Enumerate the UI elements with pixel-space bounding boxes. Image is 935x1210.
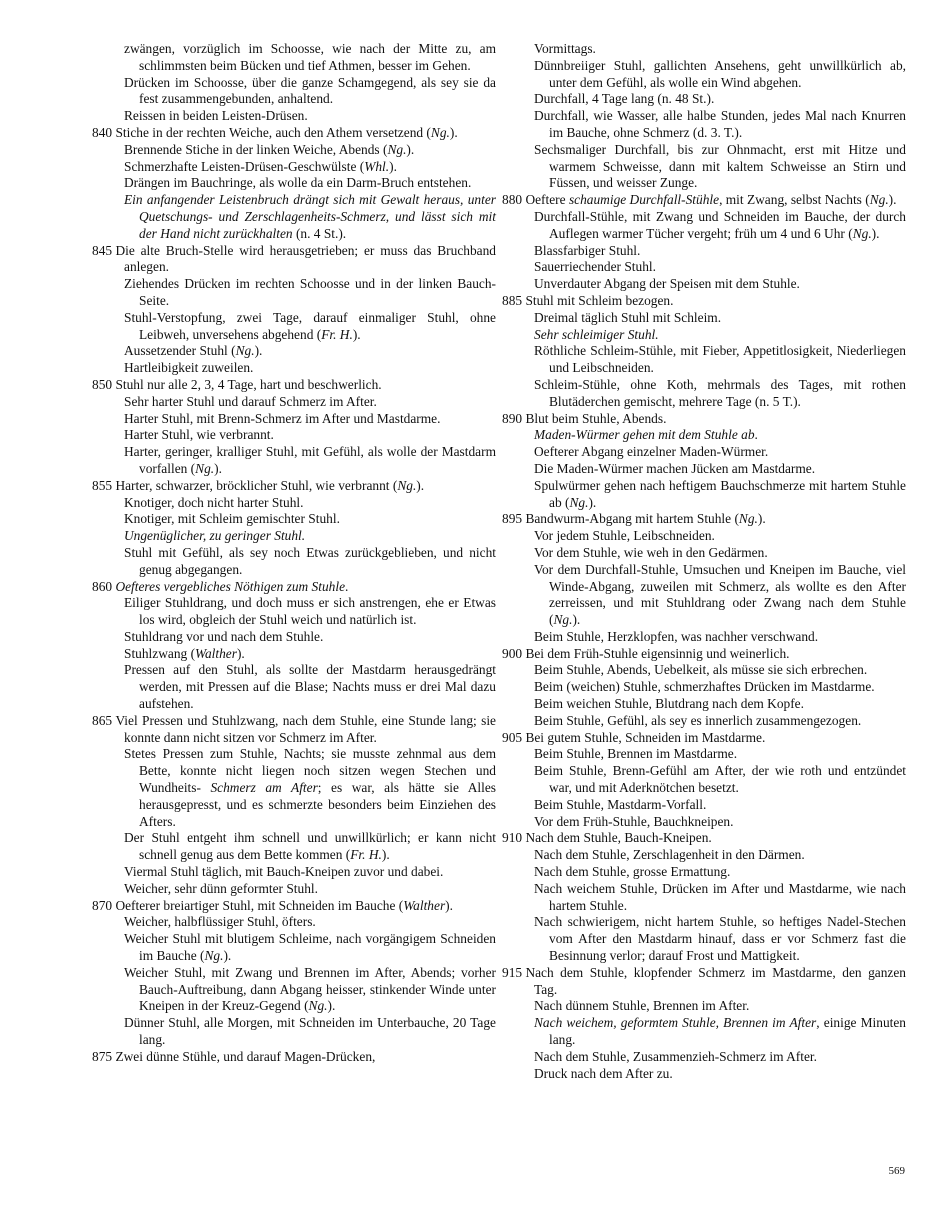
entry-text: Vormittags. xyxy=(534,41,596,56)
entry-text-italic: Ng. xyxy=(869,192,889,208)
symptom-entry xyxy=(518,327,906,344)
symptom-entry xyxy=(518,562,906,629)
entry-text-italic: Ng. xyxy=(553,612,573,628)
symptom-entry xyxy=(518,41,906,58)
symptom-entry xyxy=(108,360,496,377)
entry-text: ). xyxy=(449,124,458,140)
entry-text: Aussetzender Stuhl ( xyxy=(124,343,236,359)
entry-text: ). xyxy=(871,225,880,241)
entry-text: Weicher Stuhl mit blutigem Schleime, nach vorgängigem Schneiden im Bauche ( xyxy=(124,931,496,964)
entry-text: Druck nach dem After zu. xyxy=(534,1065,673,1081)
entry-text: Nach weichem Stuhle, Drücken im After und Mastdarme, wie nach hartem Stuhle. xyxy=(534,880,906,913)
entry-text: Dreimal täglich Stuhl mit Schleim. xyxy=(534,309,722,325)
symptom-entry xyxy=(518,814,906,831)
entry-number: 890 xyxy=(502,410,526,426)
symptom-entry xyxy=(108,175,496,192)
entry-text-italic: Ng. xyxy=(195,460,215,476)
symptom-entry xyxy=(92,578,496,596)
entry-text: Bandwurm-Abgang mit hartem Stuhle ( xyxy=(525,511,739,527)
right-column xyxy=(502,41,906,1082)
entry-text-italic: Fr. H. xyxy=(321,326,353,342)
entry-text: Weicher, sehr dünn geformter Stuhl. xyxy=(124,880,318,896)
entry-text: Spulwürmer gehen nach heftigem Bauchschmerze mit hartem Stuhle ab ( xyxy=(534,477,906,510)
entry-number: 910 xyxy=(502,830,526,846)
entry-text: Nach schwierigem, nicht hartem Stuhle, so heftiges Nadel-Stechen vom After den Mastdarm hinauf, dass er vor Schmerz fast die Besinnung verlor; darauf Frost und Mattigkeit. xyxy=(534,914,906,964)
entry-text: Durchfall-Stühle, mit Zwang und Schneiden im Bauche, der durch Auflegen warmer Tücher vergeht; früh um 4 und 6 Uhr ( xyxy=(534,208,906,241)
entry-text: Drücken im Schoosse, über die ganze Schamgegend, als sey sie da fest zusammengebunden, anhaltend. xyxy=(124,74,496,107)
entry-text: (n. 4 St.). xyxy=(292,225,347,241)
entry-text: Durchfall, 4 Tage lang (n. 48 St.). xyxy=(534,91,715,107)
entry-text: Pressen auf den Stuhl, als sollte der Mastdarm herausgedrängt werden, mit Pressen auf die Blase; Nachts muss er drei Mal dazu aufstehen. xyxy=(124,662,496,712)
entry-text-italic: Ng. xyxy=(569,494,589,510)
entry-text-italic: Schmerz am After xyxy=(210,780,318,796)
entry-text: Drängen im Bauchringe, als wolle da ein Darm-Bruch entstehen. xyxy=(124,175,472,191)
symptom-entry xyxy=(108,662,496,712)
entry-text: Viel Pressen und Stuhlzwang, nach dem Stuhle, eine Stunde lang; sie konnte dann nicht sitzen vor Schmerz im After. xyxy=(115,712,496,745)
entry-text: Stuhl mit Gefühl, als sey noch Etwas zurückgeblieben, und nicht genug abgegangen. xyxy=(124,544,496,577)
entry-number: 895 xyxy=(502,511,526,527)
entry-text: , einige Minuten lang. xyxy=(549,1015,906,1048)
symptom-entry xyxy=(108,394,496,411)
symptom-entry xyxy=(518,881,906,915)
entry-text: Beim Stuhle, Mastdarm-Vorfall. xyxy=(534,796,707,812)
symptom-entry xyxy=(518,108,906,142)
entry-text: ). xyxy=(757,511,766,527)
symptom-entry xyxy=(502,830,906,847)
symptom-entry xyxy=(518,629,906,646)
symptom-entry xyxy=(502,729,906,747)
symptom-entry xyxy=(518,914,906,964)
entry-text: Nach dem Stuhle, klopfender Schmerz im Mastdarme, den ganzen Tag. xyxy=(525,964,906,997)
entry-text: Hartleibigkeit zuweilen. xyxy=(124,360,254,376)
symptom-entry xyxy=(108,629,496,646)
entry-text: Beim (weichen) Stuhle, schmerzhaftes Drücken im Mastdarme. xyxy=(534,679,875,695)
entry-text: Ziehendes Drücken im rechten Schoosse und in der linken Bauch-Seite. xyxy=(124,276,496,308)
symptom-entry xyxy=(518,444,906,461)
symptom-entry xyxy=(108,864,496,881)
symptom-entry xyxy=(502,645,906,663)
entry-text: ). xyxy=(254,343,263,359)
entry-text: Unverdauter Abgang der Speisen mit dem Stuhle. xyxy=(534,276,800,292)
entry-text: Stiche in der rechten Weiche, auch den Athem versetzend ( xyxy=(115,124,431,140)
entry-text: Bei gutem Stuhle, Schneiden im Mastdarme. xyxy=(525,729,766,745)
entry-text: Beim Stuhle, Brennen im Mastdarme. xyxy=(534,746,738,762)
symptom-entry xyxy=(518,713,906,730)
symptom-entry xyxy=(518,276,906,293)
symptom-entry xyxy=(518,998,906,1015)
symptom-entry xyxy=(518,461,906,478)
symptom-entry xyxy=(518,243,906,260)
entry-text-italic: Ng. xyxy=(204,948,224,964)
symptom-entry xyxy=(108,931,496,965)
symptom-entry xyxy=(108,646,496,663)
entry-number: 855 xyxy=(92,477,116,493)
entry-text: Reissen in beiden Leisten-Drüsen. xyxy=(124,108,308,124)
symptom-entry xyxy=(92,897,496,915)
entry-number: 865 xyxy=(92,712,116,728)
entry-text: ). xyxy=(352,326,361,342)
entry-text: Schleim-Stühle, ohne Koth, mehrmals des Tages, mit rothen Blutäderchen gemischt, mehrere Tage (n. 5 T.). xyxy=(534,376,906,409)
entry-text: Die Maden-Würmer machen Jücken am Mastdarme. xyxy=(534,460,816,476)
symptom-entry xyxy=(108,159,496,176)
entry-text: ). xyxy=(389,158,397,174)
entry-text-italic: Ng. xyxy=(235,343,255,359)
symptom-entry xyxy=(518,377,906,411)
entry-text: Blut beim Stuhle, Abends. xyxy=(525,410,667,426)
entry-text: Dünnbreiiger Stuhl, gallichten Ansehens, geht unwillkürlich ab, unter dem Gefühl, als wolle ein Wind abgehen. xyxy=(534,57,906,90)
entry-text: Oeftere xyxy=(525,192,569,208)
entry-text: Stuhlzwang ( xyxy=(124,645,196,661)
entry-text-italic: Ng. xyxy=(308,998,328,1014)
entry-text-italic: Ng. xyxy=(397,477,417,493)
symptom-entry xyxy=(518,847,906,864)
entry-text: ). xyxy=(406,141,415,157)
symptom-entry xyxy=(108,108,496,125)
entry-number: 840 xyxy=(92,124,116,140)
entry-text-italic: Maden-Würmer gehen mit dem Stuhle ab xyxy=(534,427,755,443)
entry-text: Stuhl nur alle 2, 3, 4 Tage, hart und beschwerlich. xyxy=(115,376,382,392)
entry-text: Nach dem Stuhle, Bauch-Kneipen. xyxy=(525,830,712,846)
entry-text: Harter, geringer, kralliger Stuhl, mit Gefühl, als wolle der Mastdarm vorfallen ( xyxy=(124,444,496,476)
symptom-entry xyxy=(502,192,906,209)
entry-text: Vor dem Durchfall-Stuhle, Umsuchen und Kneipen im Bauche, viel Winde-Abgang, zuweilen mit Schmerz, als wollte es den After zerreissen, und mit Stuhldrang oder Zwang nach dem Stuhle ( xyxy=(534,561,906,628)
symptom-entry xyxy=(108,914,496,931)
entry-text: Dünner Stuhl, alle Morgen, mit Schneiden im Unterbauche, 20 Tage lang. xyxy=(124,1015,496,1048)
entry-text: ). xyxy=(381,847,390,863)
entry-text: Knotiger, mit Schleim gemischter Stuhl. xyxy=(124,511,340,527)
entry-number: 875 xyxy=(92,1048,116,1064)
entry-number: 885 xyxy=(502,292,526,308)
entry-number: 850 xyxy=(92,376,116,392)
symptom-entry xyxy=(518,58,906,92)
entry-text: Schmerzhafte Leisten-Drüsen-Geschwülste ( xyxy=(124,158,365,174)
symptom-entry xyxy=(92,124,496,142)
symptom-entry xyxy=(518,343,906,377)
symptom-entry xyxy=(108,881,496,898)
entry-text: Zwei dünne Stühle, und darauf Magen-Drücken, xyxy=(115,1048,376,1064)
entry-number: 880 xyxy=(502,192,526,208)
entry-text: Viermal Stuhl täglich, mit Bauch-Kneipen zuvor und dabei. xyxy=(124,864,444,880)
symptom-entry xyxy=(108,444,496,478)
entry-text: ). xyxy=(445,897,453,913)
entry-text: Harter, schwarzer, bröcklicher Stuhl, wie verbrannt ( xyxy=(115,477,398,493)
symptom-entry xyxy=(518,91,906,108)
entry-text: Weicher, halbflüssiger Stuhl, öfters. xyxy=(124,914,316,930)
symptom-entry xyxy=(518,545,906,562)
symptom-entry xyxy=(92,712,496,747)
symptom-entry xyxy=(108,511,496,528)
symptom-entry xyxy=(502,292,906,310)
entry-text: ). xyxy=(223,948,232,964)
entry-text: Stetes Pressen zum Stuhle, Nachts; sie musste zehnmal aus dem Bette, konnte nicht liegen noch sitzen wegen Stechen und Wundheits- xyxy=(124,746,496,796)
entry-text-italic: Oefteres vergebliches Nöthigen zum Stuhle xyxy=(115,578,346,594)
entry-text: Harter Stuhl, wie verbrannt. xyxy=(124,427,274,443)
entry-text: zwängen, vorzüglich im Schoosse, wie nach der Mitte zu, am schlimmsten beim Bücken und tief Athmen, besser im Gehen. xyxy=(124,41,496,73)
symptom-entry xyxy=(518,478,906,512)
symptom-entry xyxy=(518,746,906,763)
entry-text: Beim weichen Stuhle, Blutdrang nach dem Kopfe. xyxy=(534,696,804,712)
entry-text: Harter Stuhl, mit Brenn-Schmerz im After und Mastdarme. xyxy=(124,410,441,426)
symptom-entry xyxy=(108,343,496,360)
symptom-entry xyxy=(108,192,496,242)
entry-text: ). xyxy=(572,612,581,628)
entry-text: Die alte Bruch-Stelle wird herausgetrieben; er muss das Bruchband anlegen. xyxy=(115,242,496,275)
entry-text: Sehr harter Stuhl und darauf Schmerz im After. xyxy=(124,393,377,409)
symptom-entry xyxy=(108,142,496,159)
entry-text: , mit Zwang, selbst Nachts ( xyxy=(719,192,870,208)
symptom-entry xyxy=(108,495,496,512)
entry-number: 870 xyxy=(92,897,116,913)
entry-text-italic: Ungenüglicher, zu geringer Stuhl. xyxy=(124,528,306,544)
symptom-entry xyxy=(518,662,906,679)
entry-text-italic: Ng. xyxy=(430,124,450,140)
entry-text: Stuhl-Verstopfung, zwei Tage, darauf einmaliger Stuhl, ohne Leibweh, unversehens abgehend ( xyxy=(124,309,496,342)
entry-text: Stuhldrang vor und nach dem Stuhle. xyxy=(124,628,324,644)
entry-text: Eiliger Stuhldrang, und doch muss er sich anstrengen, ehe er Etwas los wird, obgleich der Stuhl weich und natürlich ist. xyxy=(124,595,496,628)
entry-number: 905 xyxy=(502,729,526,745)
symptom-entry xyxy=(518,1049,906,1066)
symptom-entry xyxy=(92,477,496,495)
entry-text: Vor dem Früh-Stuhle, Bauchkneipen. xyxy=(534,813,734,829)
entry-text: Beim Stuhle, Brenn-Gefühl am After, der wie roth und entzündet war, und mit Aderknötchen besetzt. xyxy=(534,763,906,796)
entry-text: Nach dem Stuhle, Zusammenzieh-Schmerz im After. xyxy=(534,1048,817,1064)
symptom-entry xyxy=(502,410,906,428)
entry-text-italic: Fr. H. xyxy=(350,847,382,863)
entry-text: Röthliche Schleim-Stühle, mit Fieber, Appetitlosigkeit, Niederliegen und Leibschneiden. xyxy=(534,343,906,376)
entry-text: Nach dünnem Stuhle, Brennen im After. xyxy=(534,998,750,1014)
entry-text: Brennende Stiche in der linken Weiche, Abends ( xyxy=(124,141,388,157)
entry-text: ). xyxy=(236,645,245,661)
entry-text: Oefterer breiartiger Stuhl, mit Schneiden im Bauche ( xyxy=(115,897,404,913)
entry-text: Sechsmaliger Durchfall, bis zur Ohnmacht, erst mit Hitze und warmem Schweisse, dann mit kaltem Schweisse an Stirn und Füssen, und weisser Zunge. xyxy=(534,141,906,191)
symptom-entry xyxy=(108,75,496,109)
symptom-entry xyxy=(92,242,496,277)
page-number: 569 xyxy=(888,1165,905,1177)
entry-text-italic: Ng. xyxy=(387,141,407,157)
symptom-entry xyxy=(518,763,906,797)
entry-text: Knotiger, doch nicht harter Stuhl. xyxy=(124,494,304,510)
entry-number: 845 xyxy=(92,242,116,258)
entry-number: 860 xyxy=(92,578,116,594)
entry-text: ; es war, als hätte sie Alles herausgepresst, und es schmerzte besonders beim Einziehen des Afters. xyxy=(139,780,496,829)
symptom-entry xyxy=(518,1066,906,1083)
symptom-entry xyxy=(518,427,906,444)
entry-text-italic: Nach weichem, geformtem Stuhle, Brennen im After xyxy=(534,1015,817,1031)
entry-text-italic: Sehr schleimiger Stuhl. xyxy=(534,326,659,342)
entry-text: Weicher Stuhl, mit Zwang und Brennen im After, Abends; vorher Bauch-Auftreibung, dann Abgang heisser, stinkender Winde unter Kneipen in der Kreuz-Gegend ( xyxy=(124,964,496,1014)
entry-text-italic: Ng. xyxy=(738,511,758,527)
symptom-entry xyxy=(108,545,496,579)
entry-text-italic: Walther xyxy=(195,645,237,661)
symptom-entry xyxy=(108,830,496,864)
entry-text: ). xyxy=(588,494,597,510)
symptom-entry xyxy=(518,696,906,713)
entry-text: . xyxy=(754,427,758,443)
symptom-entry xyxy=(518,310,906,327)
symptom-entry xyxy=(518,679,906,696)
entry-text: Oefterer Abgang einzelner Maden-Würmer. xyxy=(534,444,769,460)
entry-text: Sauerriechender Stuhl. xyxy=(534,259,656,275)
entry-text: Vor jedem Stuhle, Leibschneiden. xyxy=(534,528,715,544)
entry-text-italic: Ein anfangender Leistenbruch drängt sich mit Gewalt heraus, unter Quetschungs- und Zerschlagenheits-Schmerz, und lässt sich mit der Hand nicht zurückhalten xyxy=(124,192,496,241)
entry-text: ). xyxy=(214,460,222,476)
symptom-entry xyxy=(92,376,496,394)
entry-text: Beim Stuhle, Abends, Uebelkeit, als müsse sie sich erbrechen. xyxy=(534,662,868,678)
symptom-entry xyxy=(518,864,906,881)
symptom-entry xyxy=(518,528,906,545)
symptom-entry xyxy=(502,511,906,528)
symptom-entry xyxy=(108,427,496,444)
entry-text-italic: Walther xyxy=(403,897,446,913)
entry-text: Durchfall, wie Wasser, alle halbe Stunden, jedes Mal nach Knurren im Bauche, ohne Schmerz (d. 3. T.). xyxy=(534,108,906,140)
entry-text: Nach dem Stuhle, Zerschlagenheit in den Därmen. xyxy=(534,847,805,863)
symptom-entry xyxy=(108,1015,496,1049)
symptom-entry xyxy=(108,965,496,1015)
left-column xyxy=(92,41,496,1066)
symptom-entry xyxy=(518,209,906,243)
symptom-entry xyxy=(108,41,496,75)
entry-text-italic: Ng. xyxy=(852,225,872,241)
entry-number: 900 xyxy=(502,645,526,661)
entry-text: ). xyxy=(888,192,897,208)
entry-text: ). xyxy=(416,477,425,493)
symptom-entry xyxy=(108,310,496,344)
entry-text: . xyxy=(345,578,349,594)
entry-text-italic: Whl. xyxy=(364,158,390,174)
symptom-entry xyxy=(502,964,906,999)
entry-text-italic: schaumige Durchfall-Stühle xyxy=(568,192,720,208)
entry-text: Bei dem Früh-Stuhle eigensinnig und weinerlich. xyxy=(525,645,790,661)
entry-text: Beim Stuhle, Herzklopfen, was nachher verschwand. xyxy=(534,628,819,644)
symptom-entry xyxy=(518,142,906,192)
symptom-entry xyxy=(108,746,496,830)
entry-text: Nach dem Stuhle, grosse Ermattung. xyxy=(534,864,731,880)
symptom-entry xyxy=(108,411,496,428)
entry-text: ). xyxy=(327,998,336,1014)
entry-text: Stuhl mit Schleim bezogen. xyxy=(525,292,674,308)
entry-text: Beim Stuhle, Gefühl, als sey es innerlich zusammengezogen. xyxy=(534,712,862,728)
entry-text: Der Stuhl entgeht ihm schnell und unwillkürlich; er kann nicht schnell genug aus dem Bette kommen ( xyxy=(124,830,496,863)
symptom-entry xyxy=(518,259,906,276)
symptom-entry xyxy=(92,1048,496,1066)
symptom-entry xyxy=(518,797,906,814)
entry-text: Blassfarbiger Stuhl. xyxy=(534,242,641,258)
symptom-entry xyxy=(108,276,496,310)
entry-number: 915 xyxy=(502,964,526,980)
symptom-entry xyxy=(518,1015,906,1049)
symptom-entry xyxy=(108,595,496,629)
entry-text: Vor dem Stuhle, wie weh in den Gedärmen. xyxy=(534,544,768,560)
symptom-entry xyxy=(108,528,496,545)
